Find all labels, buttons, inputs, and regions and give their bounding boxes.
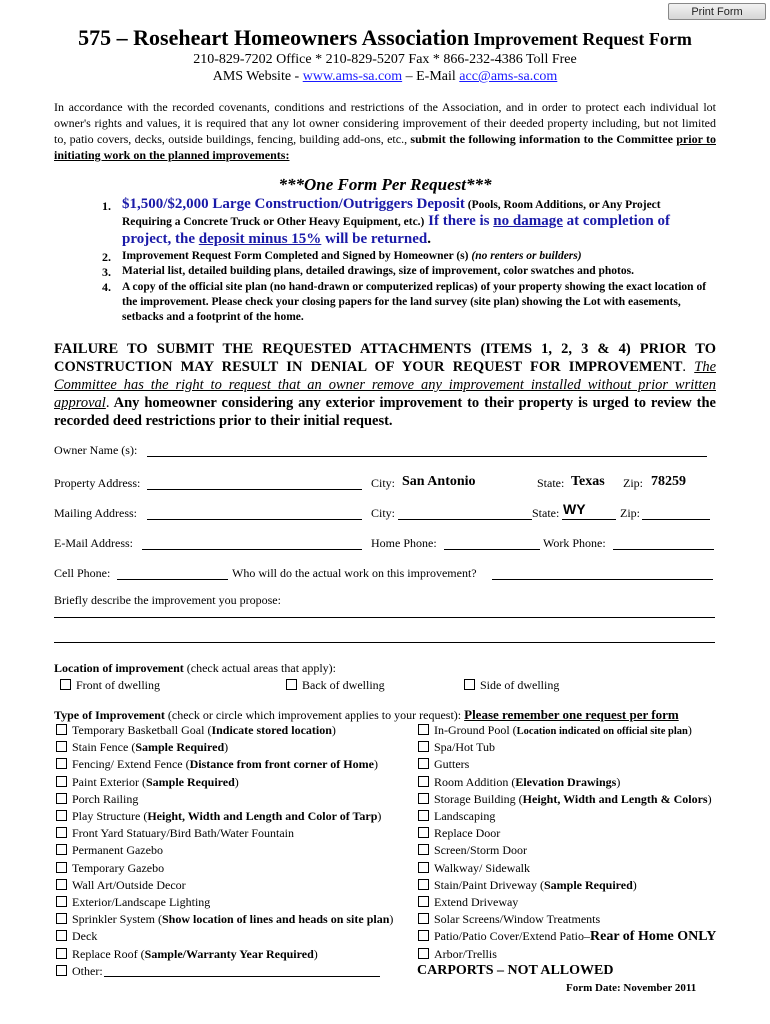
intro-bold: submit the following information to the Committee (410, 132, 677, 146)
list-num-3: 3. (102, 265, 111, 279)
email-label: E-Mail Address: (54, 536, 133, 550)
option-text: Exterior/Landscape Lighting (72, 895, 211, 909)
failure-paragraph (54, 340, 716, 430)
improvement-option[interactable] (418, 912, 600, 927)
improvement-option[interactable] (56, 775, 239, 790)
intro-underline: prior to initiating work on the planned improvements: (54, 132, 716, 162)
mailing-address-field[interactable] (147, 519, 362, 520)
option-end: ) (687, 723, 692, 737)
home-phone-field[interactable] (444, 549, 540, 550)
option-end: ) (377, 809, 382, 823)
list-item-2-text: Improvement Request Form Completed and Signed by Homeowner (s) (122, 250, 472, 262)
deposit-requirement: Requiring a Concrete Truck or Other Heavy Equipment, etc.) (122, 216, 425, 228)
zip2-field[interactable] (642, 519, 710, 520)
option-bold: Elevation Drawings (515, 774, 617, 789)
option-bold: Sample Required (543, 877, 633, 892)
option-bold: Distance from front corner of Home (189, 757, 374, 772)
option-text: Sprinkler System ( (72, 912, 162, 927)
option-text: Room Addition ( (434, 774, 516, 789)
checkbox[interactable] (56, 879, 67, 890)
improvement-option[interactable] (56, 878, 186, 893)
refund-deposit-minus: deposit minus 15% (198, 231, 322, 247)
location-label (54, 661, 336, 676)
list-item-1-line2 (122, 212, 670, 230)
checkbox[interactable] (56, 913, 67, 924)
owner-name-field[interactable] (147, 456, 707, 457)
checkbox[interactable] (56, 793, 67, 804)
location-side-option[interactable] (464, 678, 559, 693)
checkbox[interactable] (56, 758, 67, 769)
option-end: ) (632, 877, 637, 892)
email-field[interactable] (142, 549, 362, 550)
deposit-amount: $1,500/$2,000 Large Construction/Outriggers Deposit (122, 196, 465, 212)
property-address-field[interactable] (147, 489, 362, 490)
option-end: ) (313, 946, 318, 961)
state2-value[interactable]: WY (563, 501, 586, 517)
list-num-4: 4. (102, 280, 111, 294)
failure-italic: The Committee has the right to request that an owner remove any improvement installed without prior written approval (54, 359, 716, 411)
list-num-1: 1. (102, 199, 111, 213)
improvement-option[interactable] (418, 878, 637, 893)
improvement-option[interactable] (56, 895, 210, 910)
option-end: ) (331, 723, 336, 737)
city1-value[interactable]: San Antonio (402, 474, 476, 489)
improvement-option[interactable] (56, 809, 381, 824)
checkbox[interactable] (418, 948, 429, 959)
refund-period: . (427, 231, 432, 247)
improvement-option[interactable] (56, 826, 294, 841)
website-link[interactable]: www.ams-sa.com (302, 69, 403, 84)
option-end: ) (373, 757, 378, 772)
option-text: Permanent Gazebo (72, 843, 163, 858)
form-title (0, 25, 770, 51)
list-item-1-line3 (122, 230, 431, 248)
option-bold: Sample/Warranty Year Required (144, 946, 314, 961)
cell-phone-label: Cell Phone: (54, 566, 111, 580)
refund-text-b: at completion of (562, 213, 670, 229)
checkbox[interactable] (56, 776, 67, 787)
improvement-option[interactable] (56, 740, 228, 755)
location-front-label: Front of dwelling (76, 678, 160, 692)
checkbox[interactable] (418, 724, 429, 735)
checkbox[interactable] (418, 913, 429, 924)
city1-label: City: (371, 476, 396, 490)
phone-line: 210-829-7202 Office * 210-829-5207 Fax * 866-232-4386 Toll Free (193, 52, 577, 67)
list-item-2 (122, 250, 582, 262)
option-text: Replace Door (434, 826, 501, 841)
option-text: Temporary Gazebo (72, 860, 165, 875)
location-label-bold: Location of improvement (54, 661, 184, 675)
carports-notice: CARPORTS – NOT ALLOWED (417, 963, 614, 978)
list-item-4: A copy of the official site plan (no hand-drawn or computerized replicas) of your property showing the exact location of the improvement. Please check your closing papers for the land survey (site plan) showing the Lot with easements, setbacks and a footprint of the home. (122, 281, 707, 323)
option-bold: Sample Required (135, 740, 225, 755)
improvement-option[interactable] (56, 929, 97, 944)
improvement-option[interactable] (418, 895, 518, 910)
list-item-2-italic: (no renters or builders) (471, 250, 582, 262)
improvement-option[interactable] (56, 757, 378, 772)
checkbox[interactable] (56, 844, 67, 855)
failure-italic-end: . (105, 395, 110, 411)
zip2-label: Zip: (620, 506, 640, 520)
improvement-option[interactable] (56, 912, 393, 927)
city2-field[interactable] (398, 519, 532, 520)
option-text: Extend Driveway (434, 895, 519, 909)
checkbox[interactable] (56, 810, 67, 821)
intro-paragraph (54, 99, 716, 163)
option-text: Solar Screens/Window Treatments (434, 912, 601, 927)
type-label (54, 707, 679, 723)
type-remember: Please remember one request per form (464, 707, 679, 722)
option-bold: Height, Width and Length and Color of Tarp (147, 809, 378, 823)
checkbox[interactable] (418, 827, 429, 838)
location-back-option[interactable] (286, 678, 385, 693)
option-text: Other: (72, 963, 103, 978)
option-text: Storage Building ( (434, 791, 523, 806)
describe-label: Briefly describe the improvement you propose: (54, 593, 281, 607)
improvement-option[interactable] (418, 740, 495, 755)
state2-label: State: (532, 506, 560, 520)
refund-text-d: will be returned (321, 231, 428, 247)
checkbox[interactable] (418, 930, 429, 941)
owner-name-label: Owner Name (s): (54, 443, 138, 457)
improvement-option[interactable] (418, 947, 497, 962)
zip1-value[interactable]: 78259 (651, 474, 686, 489)
option-text: Landscaping (434, 809, 496, 823)
location-back-label: Back of dwelling (302, 678, 385, 692)
checkbox[interactable] (56, 896, 67, 907)
option-bold: Rear of Home ONLY (590, 929, 717, 945)
city2-label: City: (371, 506, 396, 520)
option-text: Stain/Paint Driveway ( (434, 877, 544, 892)
option-end: ) (616, 774, 621, 789)
work-phone-field[interactable] (613, 549, 714, 550)
who-label: Who will do the actual work on this improvement? (232, 566, 477, 580)
option-bold: Indicate stored location (211, 723, 332, 737)
cell-phone-field[interactable] (117, 579, 228, 580)
checkbox[interactable] (418, 879, 429, 890)
print-form-button[interactable]: Print Form (668, 3, 766, 20)
checkbox[interactable] (418, 810, 429, 821)
option-bold: Sample Required (145, 774, 235, 789)
option-text: Temporary Basketball Goal ( (72, 723, 212, 737)
checkbox[interactable] (56, 741, 67, 752)
checkbox[interactable] (418, 844, 429, 855)
form-name: Improvement Request Form (473, 29, 692, 49)
option-text: Arbor/Trellis (434, 946, 497, 961)
refund-text-a: If there is (424, 213, 494, 229)
work-phone-label: Work Phone: (543, 536, 606, 550)
improvement-option[interactable] (56, 792, 138, 807)
improvement-option[interactable] (418, 792, 712, 807)
improvement-option[interactable] (56, 723, 336, 738)
improvement-option[interactable] (418, 809, 495, 824)
checkbox[interactable] (56, 930, 67, 941)
location-front-option[interactable] (60, 678, 160, 693)
location-side-label: Side of dwelling (480, 678, 560, 692)
checkbox[interactable] (56, 862, 67, 873)
location-label-rest: (check actual areas that apply): (183, 661, 337, 675)
property-address-label: Property Address: (54, 476, 141, 490)
refund-no-damage: no damage (493, 213, 563, 229)
option-text: Gutters (434, 757, 470, 772)
failure-caps: FAILURE TO SUBMIT THE REQUESTED ATTACHMENTS (ITEMS 1, 2, 3 & 4) PRIOR TO CONSTRUCTION MAY RESULT IN DENIAL OF YOUR REQUEST FOR IMPROVEMENT (54, 341, 716, 375)
email-prefix: – E-Mail (402, 69, 460, 84)
improvement-option[interactable] (56, 947, 318, 962)
mailing-address-label: Mailing Address: (54, 506, 137, 520)
state1-value[interactable]: Texas (571, 474, 605, 489)
checkbox[interactable] (418, 758, 429, 769)
option-bold: Location indicated on official site plan (516, 726, 688, 737)
checkbox[interactable] (418, 741, 429, 752)
checkbox[interactable] (56, 724, 67, 735)
option-text: Front Yard Statuary/Bird Bath/Water Fountain (72, 826, 295, 841)
checkbox[interactable] (60, 679, 71, 690)
checkbox[interactable] (464, 679, 475, 690)
home-phone-label: Home Phone: (371, 536, 437, 550)
improvement-option[interactable] (56, 861, 164, 876)
option-text: Walkway/ Sidewalk (434, 860, 531, 875)
list-item-3: Material list, detailed building plans, detailed drawings, size of improvement, color swatches and photos. (122, 265, 634, 277)
who-field[interactable] (492, 579, 713, 580)
form-date: Form Date: November 2011 (566, 982, 697, 994)
association-name: 575 – Roseheart Homeowners Association (78, 25, 470, 50)
state2-field[interactable] (562, 519, 616, 520)
option-text: Play Structure ( (72, 809, 148, 823)
option-end: ) (224, 740, 229, 755)
zip1-label: Zip: (623, 476, 643, 490)
one-form-heading: ***One Form Per Request*** (278, 175, 492, 194)
checkbox[interactable] (418, 862, 429, 873)
failure-period: . (682, 359, 687, 375)
option-text: Patio/Patio Cover/Extend Patio– (434, 929, 590, 944)
state1-label: State: (537, 476, 565, 490)
option-text: Paint Exterior ( (72, 774, 146, 789)
list-item-1-line1 (122, 195, 661, 213)
refund-text-c: project, the (122, 231, 199, 247)
intro-text: In accordance with the recorded covenants, conditions and restrictions of the Association, and in order to protect each individual lot owner's rights and values, it is required that any lot owner considering improvement of their deeded property including, but not limited to, patio covers, decks, outside buildings, fencing, building add-ons, etc., (54, 100, 716, 146)
improvement-option[interactable] (56, 843, 163, 858)
option-end: ) (234, 774, 239, 789)
option-text: Wall Art/Outside Decor (72, 877, 186, 892)
option-text: In-Ground Pool ( (434, 723, 517, 737)
improvement-option[interactable] (418, 775, 620, 790)
describe-line-2[interactable] (54, 642, 715, 643)
option-text: Replace Roof ( (72, 946, 145, 961)
improvement-option[interactable] (418, 757, 469, 772)
option-text: Fencing/ Extend Fence ( (72, 757, 190, 772)
improvement-option[interactable] (418, 843, 527, 858)
checkbox[interactable] (418, 776, 429, 787)
type-label-bold: Type of Improvement (54, 708, 165, 722)
checkbox[interactable] (56, 965, 67, 976)
checkbox[interactable] (418, 793, 429, 804)
improvement-option[interactable] (418, 861, 530, 876)
option-text: Spa/Hot Tub (434, 740, 496, 755)
checkbox[interactable] (56, 948, 67, 959)
option-text: Screen/Storm Door (434, 843, 527, 858)
improvement-option[interactable] (418, 723, 692, 738)
option-text: Porch Railing (72, 791, 139, 806)
improvement-option[interactable] (56, 964, 103, 979)
contact-line (0, 69, 770, 85)
improvement-option[interactable] (418, 929, 716, 945)
website-prefix: AMS Website - (212, 69, 303, 84)
describe-line-1[interactable] (54, 617, 715, 618)
deposit-note: (Pools, Room Additions, or Any Project (464, 199, 661, 211)
other-field[interactable] (104, 976, 380, 977)
type-label-rest: (check or circle which improvement applies to your request): (164, 708, 465, 722)
improvement-option[interactable] (418, 826, 500, 841)
checkbox[interactable] (418, 896, 429, 907)
checkbox[interactable] (286, 679, 297, 690)
option-bold: Show location of lines and heads on site plan (162, 912, 390, 927)
option-text: Stain Fence ( (72, 740, 136, 755)
failure-rest: Any homeowner considering any exterior improvement to their property is urged to review the recorded deed restrictions prior to their initial request. (54, 395, 716, 429)
checkbox[interactable] (56, 827, 67, 838)
list-num-2: 2. (102, 250, 111, 264)
option-end: ) (389, 912, 394, 927)
option-end: ) (707, 791, 712, 806)
option-text: Deck (72, 929, 98, 944)
option-bold: Height, Width and Length & Colors (522, 791, 708, 806)
email-link[interactable]: acc@ams-sa.com (459, 69, 558, 84)
